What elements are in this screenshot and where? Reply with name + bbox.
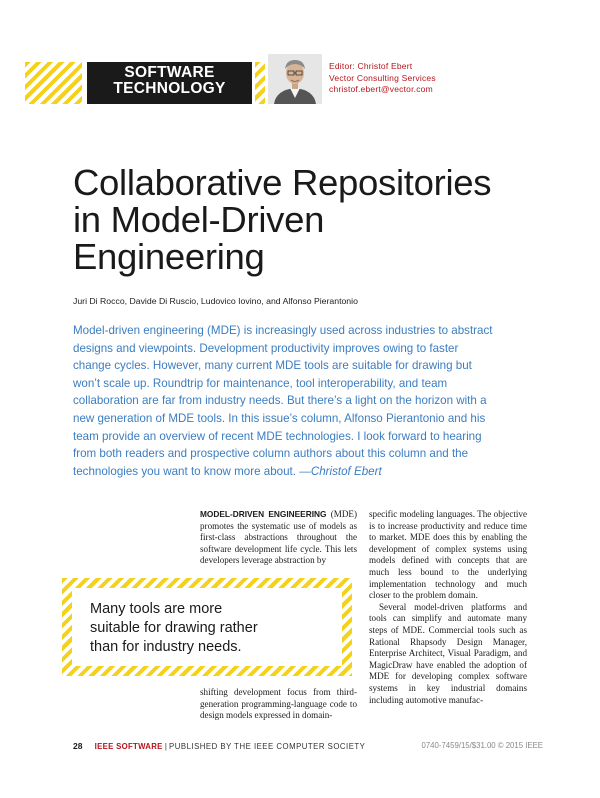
column-1-bottom-text: shifting development focus from third-generation programming-language code to design models expressed in domain-	[200, 687, 357, 721]
footer-separator: |	[164, 742, 167, 751]
editor-info	[329, 61, 436, 96]
editor-organization: Vector Consulting Services	[329, 72, 436, 83]
editor-email[interactable]: christof.ebert@vector.com	[329, 84, 433, 94]
column-2-paragraph-2: Several model-driven platforms and tools can simplify and automate many steps of MDE. Commercial tools such as Rational Rhapsody Design Manager, Enterprise Architect, Visual Paradigm, and MagicDraw have enabled the adoption of MDE for developing complex software systems in key industrial domains including automotive manufac-	[369, 601, 527, 705]
department-label	[87, 62, 252, 104]
pull-quote-frame	[62, 578, 352, 676]
article-title: Collaborative Repositories in Model-Driven Engineering	[73, 162, 492, 277]
editor-introduction	[73, 322, 493, 480]
column-2	[369, 509, 527, 706]
editor-portrait-icon	[268, 54, 322, 104]
intro-signature: —Christof Ebert	[299, 464, 382, 478]
editor-name: Editor: Christof Ebert	[329, 61, 413, 71]
pull-quote: Many tools are more suitable for drawing rather than for industry needs.	[90, 601, 258, 655]
header-stripe-right	[255, 62, 265, 104]
intro-text: Model-driven engineering (MDE) is increasingly used across industries to abstract designs and viewpoints. Development productivity improves owing to faster change cycles. However, many current MDE tools are suitable for drawing but won’t scale up. Roundtrip for maintenance, tool interoperability, and team collaboration are far from industry needs. But there’s a light on the horizon with a new generation of MDE tools. In this issue’s column, Alfonso Pierantonio and his team provide an overview of recent MDE technologies. I look forward to hearing from both readers and prospective column authors about this column and the technologies you want to know more about.	[73, 324, 493, 478]
department-line-2: TECHNOLOGY	[113, 80, 226, 97]
editor-photo	[268, 54, 322, 104]
department-line-1: SOFTWARE	[124, 64, 215, 81]
magazine-name: IEEE SOFTWARE	[94, 742, 163, 751]
column-2-paragraph-1: specific modeling languages. The objective is to increase productivity and reduce time to market. MDE does this by enabling the development of complex systems using models defined with concepts that are much less bound to the underlying implementation technology and much closer to the problem domain.	[369, 509, 527, 601]
lead-word: MODEL-DRIVEN ENGINEERING	[200, 509, 327, 519]
column-1-top	[200, 509, 357, 567]
article-authors: Juri Di Rocco, Davide Di Ruscio, Ludovico Iovino, and Alfonso Pierantonio	[73, 296, 358, 306]
copyright-code: 0740-7459/15/$31.00 © 2015 IEEE	[421, 741, 543, 750]
page-footer	[73, 741, 543, 751]
column-1-bottom	[200, 687, 357, 722]
page-number: 28	[73, 741, 83, 751]
header-stripe-left	[25, 62, 82, 104]
publisher: PUBLISHED BY THE IEEE COMPUTER SOCIETY	[169, 742, 366, 751]
column-1-top-text: (MDE) promotes the systematic use of models as first-class abstractions throughout the software development life cycle. This lets developers leverage abstraction by	[200, 509, 357, 566]
